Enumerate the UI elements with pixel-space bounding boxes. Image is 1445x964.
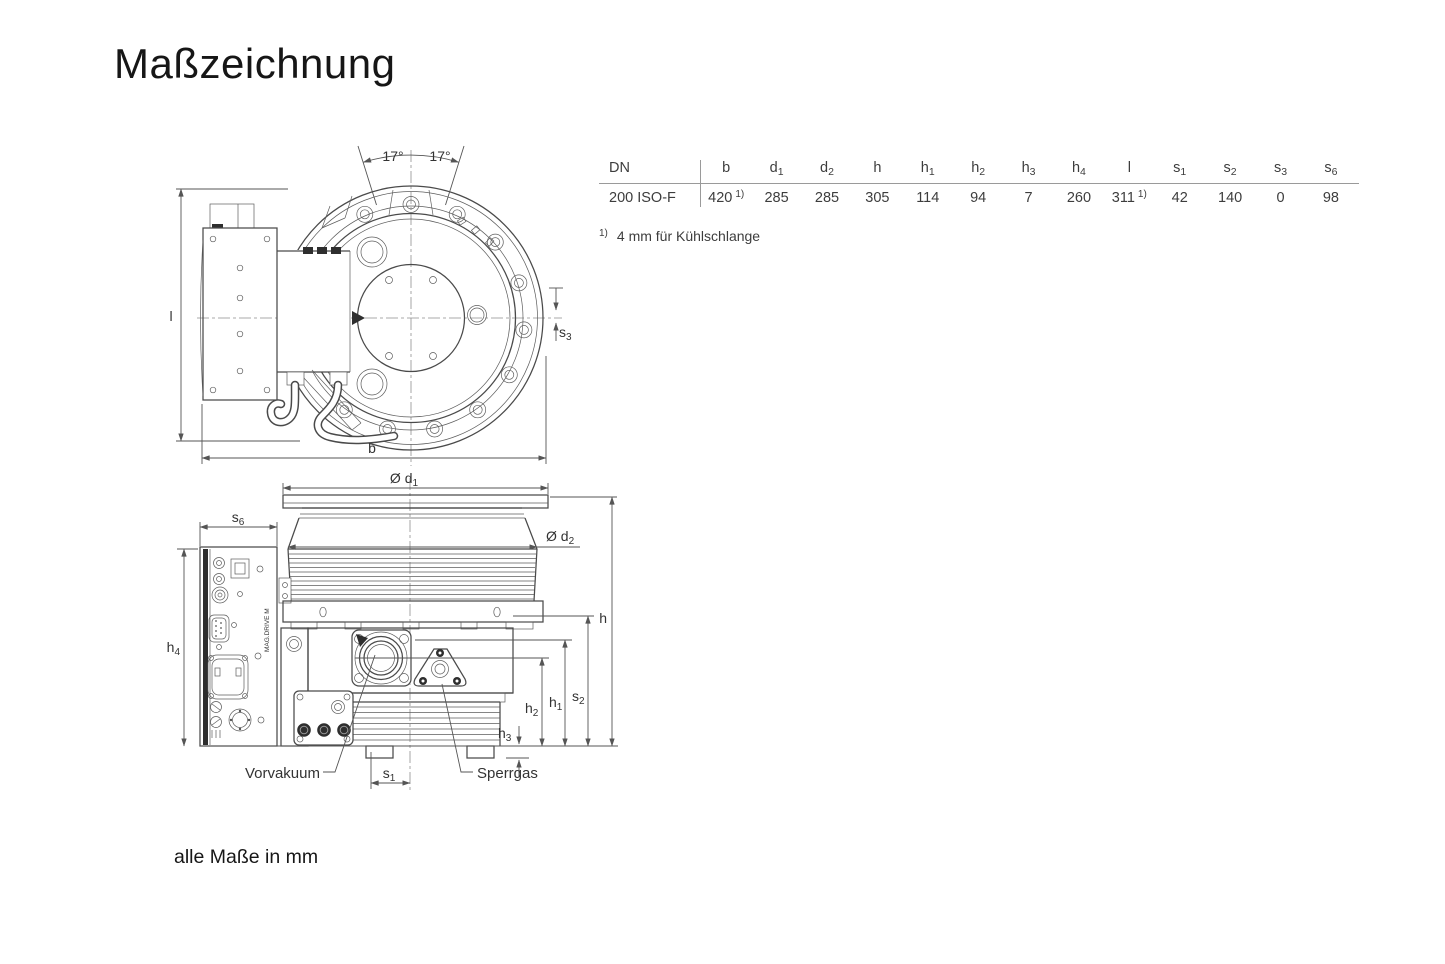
pump-neck <box>277 247 351 372</box>
dim-label-d2: Ø $d_2$ <box>546 528 575 547</box>
footnote-text: 4 mm für Kühlschlange <box>616 228 761 244</box>
table-column-separator <box>700 160 701 207</box>
table-cell: 98 <box>1322 190 1339 206</box>
dim-label-h3: $h_3$ <box>498 725 512 744</box>
table-header-cell: $d_2$ <box>820 160 834 178</box>
dim-label-h4: $h_4$ <box>166 639 180 658</box>
dim-label-h: h <box>599 610 607 626</box>
cooling-hoses <box>271 370 394 440</box>
units-note: alle Maße in mm <box>174 846 319 868</box>
footnote-marker: 1) <box>599 228 608 239</box>
table-header-cell: b <box>722 160 731 176</box>
dim-label-s1: $s_1$ <box>382 765 396 784</box>
table-cell: 260 <box>1066 190 1092 206</box>
table-cell: 285 <box>764 190 789 206</box>
table-cell: 285 <box>814 190 840 206</box>
dim-label-l: l <box>169 308 173 324</box>
table-header-cell: $s_6$ <box>1324 160 1338 178</box>
sperrgas-port <box>414 649 466 686</box>
table-cell: 140 <box>1218 190 1243 206</box>
flange-bolts <box>336 197 532 438</box>
table-cell: 305 <box>865 190 890 206</box>
dim-label-angle-left: 17° <box>382 148 404 164</box>
dim-label-angle-right: 17° <box>429 148 451 164</box>
electronics-box-side <box>200 547 277 746</box>
connector-box <box>294 691 353 745</box>
table-header-cell: $h_4$ <box>1071 160 1086 178</box>
top-view-drawing <box>150 130 590 480</box>
table-header-cell: $s_1$ <box>1173 160 1187 178</box>
dim-label-s3: $s_3$ <box>559 324 572 343</box>
port-label-vorvakuum: Vorvakuum <box>244 765 320 782</box>
table-header-cell: $h_2$ <box>971 160 986 178</box>
table-header-cell: $s_2$ <box>1223 160 1237 178</box>
table-header-cell: h <box>873 160 882 176</box>
dimensions-table <box>599 160 1359 206</box>
side-view-drawing <box>150 468 630 808</box>
table-header-cell: l <box>1127 160 1131 176</box>
table-cell: 114 <box>916 190 940 206</box>
page-title: Maßzeichnung <box>114 40 396 87</box>
table-header-cell: $h_3$ <box>1021 160 1036 178</box>
table-header-cell: $s_3$ <box>1273 160 1288 178</box>
dim-label-b: b <box>368 440 376 456</box>
top-view-centerlines <box>197 150 562 466</box>
port-label-sperrgas: Sperrgas <box>477 765 538 782</box>
table-cell: 311 $^{1)}$ <box>1111 189 1147 206</box>
device-model-label: MAG.DRIVE M <box>264 608 271 652</box>
table-cell: 420 $^{1)}$ <box>708 189 745 206</box>
dim-label-h1: $h_1$ <box>549 694 563 713</box>
top-view-dimensions <box>169 146 572 464</box>
dim-label-d1: Ø $d_1$ <box>389 470 419 489</box>
footnote <box>599 228 760 244</box>
table-cell: 7 <box>1024 190 1033 206</box>
table-value-row <box>599 184 1359 206</box>
table-header-cell: $d_1$ <box>769 160 784 178</box>
table-header-row <box>599 160 1359 184</box>
table-header-cell: $h_1$ <box>920 160 935 178</box>
table-cell: 0 <box>1276 190 1285 206</box>
table-cell-dn: 200 ISO-F <box>609 190 676 206</box>
table-cell: 94 <box>970 190 987 206</box>
table-header-cell: DN <box>609 160 630 176</box>
dim-label-s2: $s_2$ <box>572 688 585 707</box>
dim-label-s6: $s_6$ <box>231 509 245 528</box>
dim-label-h2: $h_2$ <box>525 700 539 719</box>
electronics-box-top <box>201 204 278 400</box>
table-cell: 42 <box>1171 190 1188 206</box>
